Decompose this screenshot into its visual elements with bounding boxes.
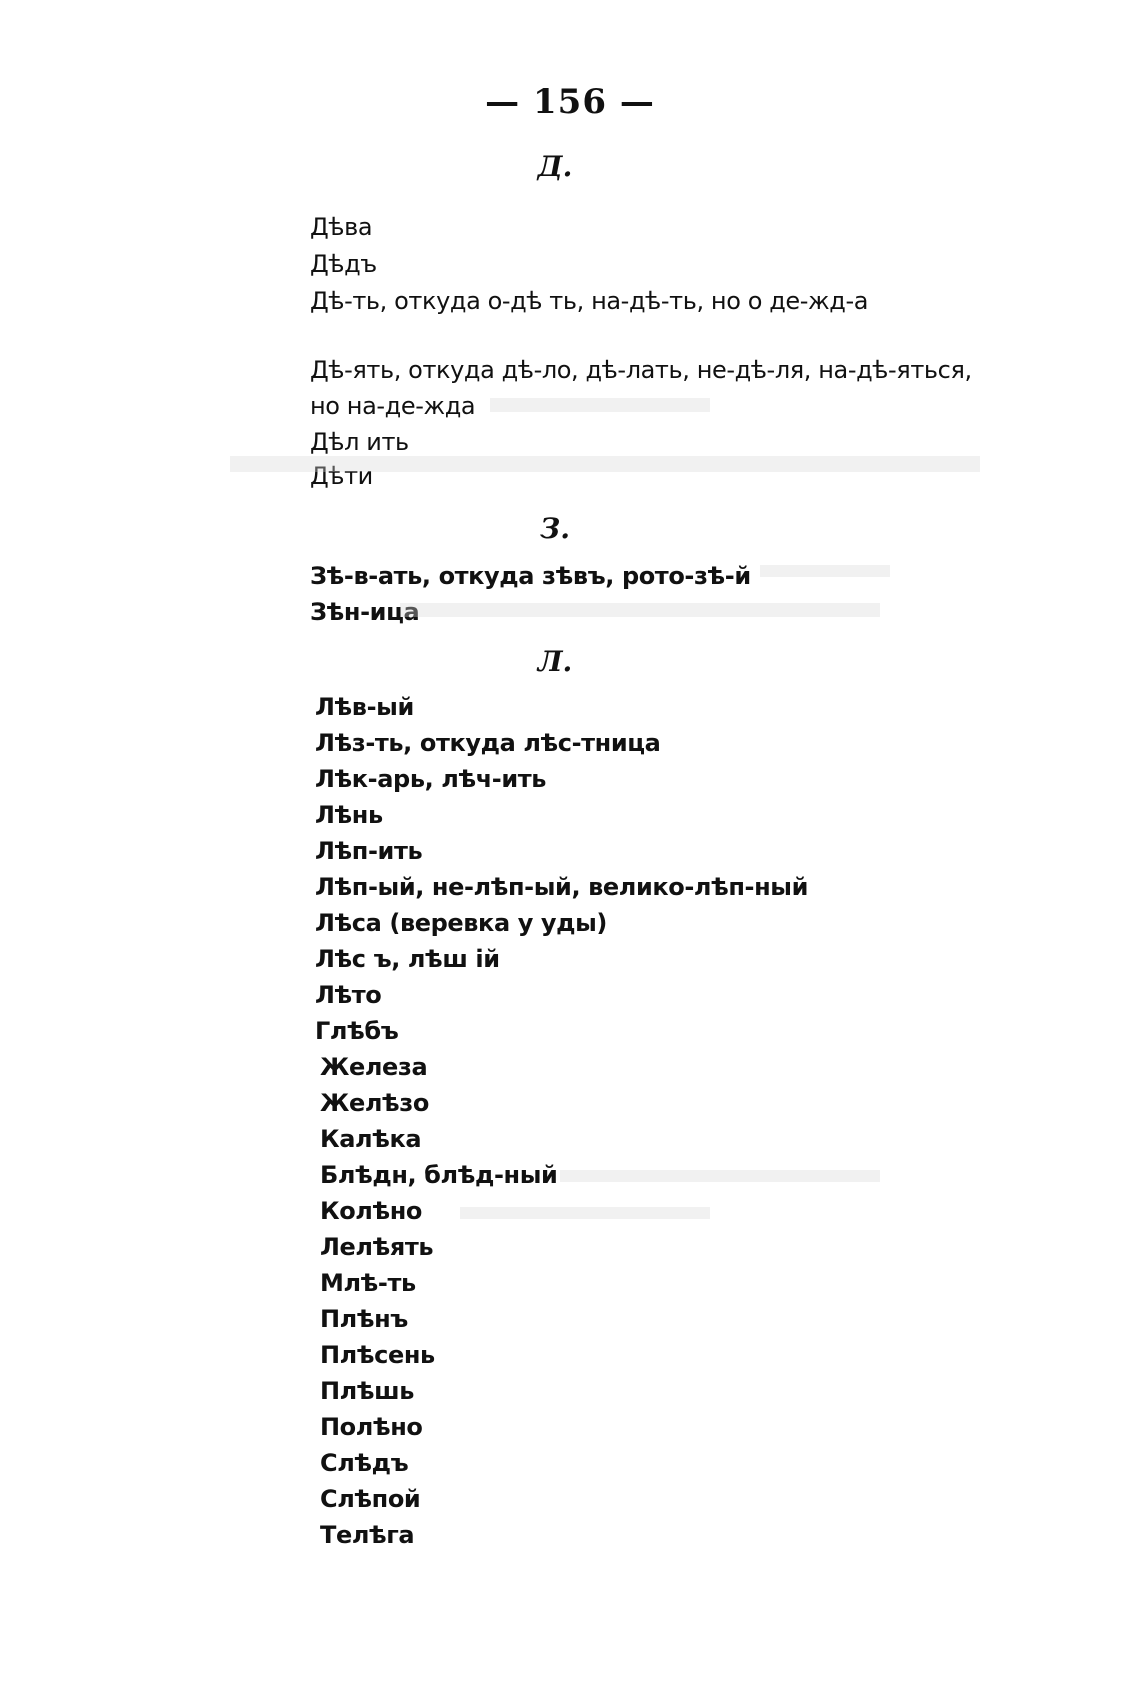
list-item: Желѣзо [320, 1089, 429, 1117]
list-item: Плѣшь [320, 1377, 414, 1405]
list-item: Лѣк-арь, лѣч-ить [315, 765, 547, 793]
list-item: Зѣн-ица [310, 598, 420, 626]
list-item: Слѣпой [320, 1485, 421, 1513]
list-item: Лѣса (веревка у уды) [315, 909, 607, 937]
bleed-through-mark [400, 603, 880, 617]
list-item: Лелѣять [320, 1233, 434, 1261]
list-item: Дѣдъ [310, 250, 377, 278]
list-item: Лѣс ъ, лѣш ій [315, 945, 500, 973]
list-item: Дѣ-ять, откуда дѣ-ло, дѣ-лать, не-дѣ-ля, на-дѣ-яться, [310, 356, 972, 384]
bleed-through-mark [760, 565, 890, 577]
list-item: Лѣто [315, 981, 382, 1009]
list-item: Лѣп-ый, не-лѣп-ый, велико-лѣп-ный [315, 873, 809, 901]
list-item: Телѣга [320, 1521, 415, 1549]
list-item: Лѣп-ить [315, 837, 423, 865]
list-item: Плѣнъ [320, 1305, 408, 1333]
section-heading-l: Л. [537, 645, 573, 678]
section-heading-z: З. [540, 512, 570, 545]
list-item: Дѣ-ть, откуда о-дѣ ть, на-дѣ-ть, но о де-жд-а [310, 287, 869, 315]
list-item: Плѣсень [320, 1341, 435, 1369]
list-item: Лѣв-ый [315, 693, 414, 721]
bleed-through-mark [230, 456, 980, 472]
bleed-through-mark [560, 1170, 880, 1182]
list-item: но на-де-жда [310, 392, 476, 420]
list-item: Зѣ-в-ать, откуда зѣвъ, рото-зѣ-й [310, 562, 751, 590]
section-heading-d: Д. [537, 150, 573, 183]
list-item: Дѣти [310, 462, 373, 490]
list-item: Калѣка [320, 1125, 422, 1153]
page-number: — 156 — [485, 82, 655, 122]
list-item: Дѣл ить [310, 428, 409, 456]
list-item: Дѣва [310, 213, 373, 241]
list-item: Глѣбъ [315, 1017, 399, 1045]
list-item: Полѣно [320, 1413, 423, 1441]
bleed-through-mark [460, 1207, 710, 1219]
bleed-through-mark [490, 398, 710, 412]
list-item: Блѣдн, блѣд-ный [320, 1161, 558, 1189]
list-item: Колѣно [320, 1197, 423, 1225]
list-item: Слѣдъ [320, 1449, 409, 1477]
list-item: Лѣз-ть, откуда лѣс-тница [315, 729, 661, 757]
list-item: Лѣнь [315, 801, 383, 829]
list-item: Железа [320, 1053, 428, 1081]
list-item: Млѣ-ть [320, 1269, 416, 1297]
